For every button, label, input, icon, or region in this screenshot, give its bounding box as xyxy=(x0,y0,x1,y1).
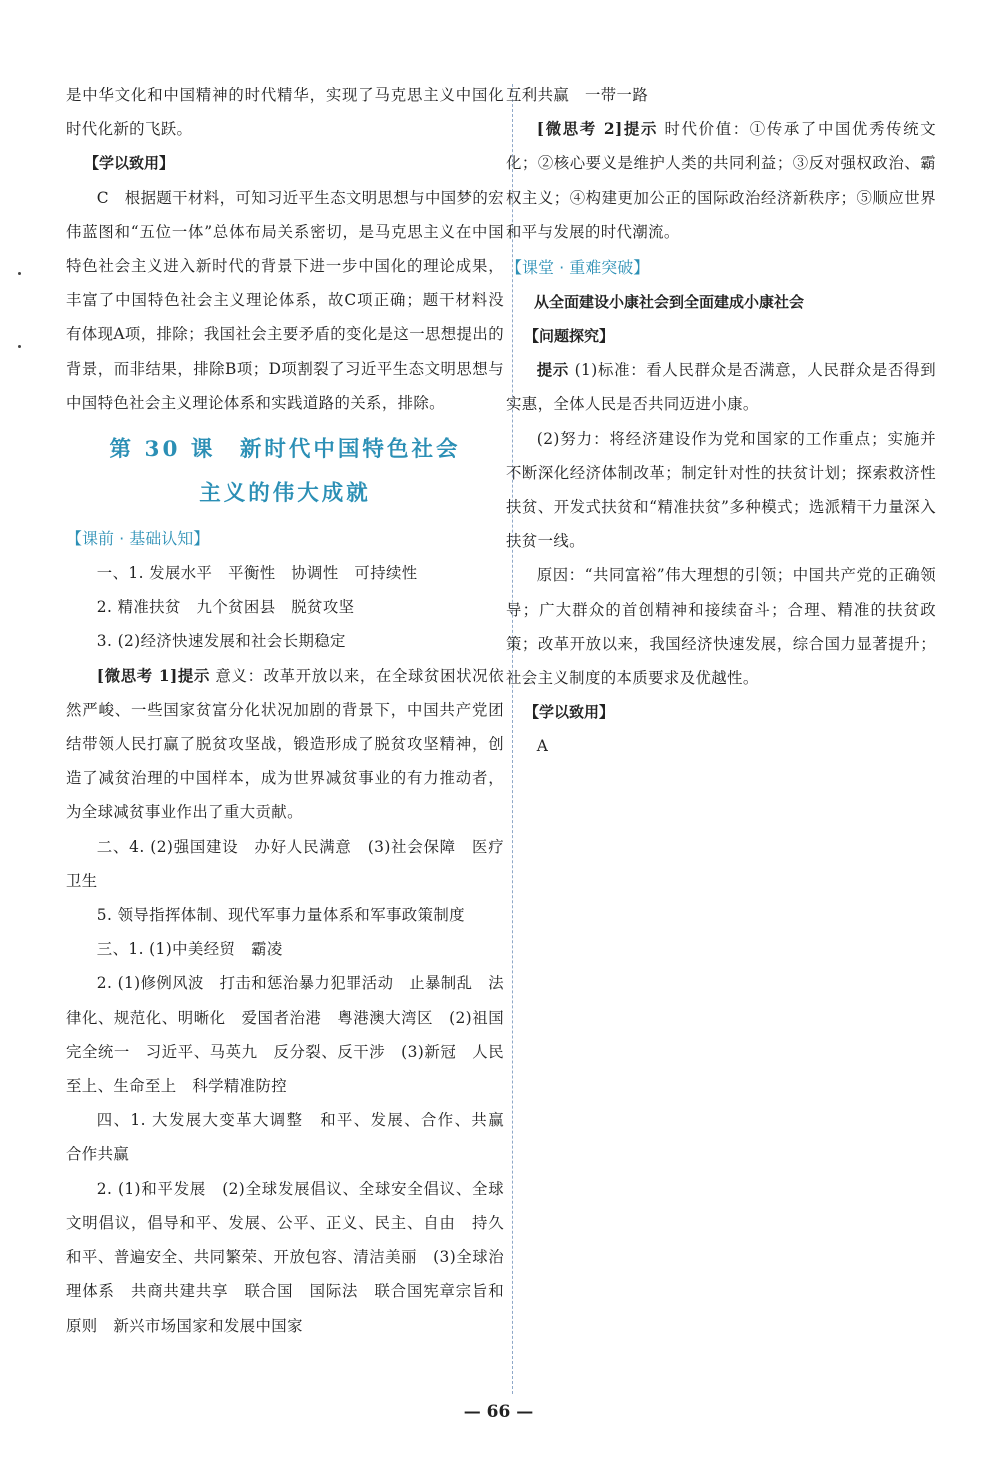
paragraph: 原因：“共同富裕”伟大理想的引领；中国共产党的正确领导；广大群众的首创精神和接续奋斗；合理、精准的扶贫政策；改革开放以来，我国经济快速发展，综合国力显著提升；社会主义制度的本质要求及优越性。 xyxy=(506,566,936,688)
micro-think-label: [微思考 2] xyxy=(536,120,623,139)
tip-label: 提示 xyxy=(177,666,210,685)
tip-label: 提示 xyxy=(536,361,570,380)
right-column xyxy=(506,78,936,764)
section-heading: 【学以致用】 xyxy=(84,154,175,173)
micro-think-2 xyxy=(506,112,936,249)
answer-line: 互利共赢 一带一路 xyxy=(506,86,649,104)
micro-think-text: 时代价值：①传承了中国优秀传统文化；②核心要义是维护人类的共同利益；③反对强权政治、霸权主义；④构建更加公正的国际政治经济新秩序；⑤顺应世界和平与发展的时代潮流。 xyxy=(506,120,936,241)
answer-line: 三、1. (1)中美经贸 霸凌 xyxy=(96,940,283,959)
answer-letter: A xyxy=(536,737,549,756)
margin-dot xyxy=(18,345,21,348)
page-number: — 66 — xyxy=(463,1402,534,1422)
margin-dot xyxy=(18,272,21,275)
answer-line: 3. (2)经济快速发展和社会长期稳定 xyxy=(96,632,346,651)
micro-think-text: 意义：改革开放以来，在全球贫困状况依然严峻、一些国家贫富分化状况加剧的背景下，中国共产党团结带领人民打赢了脱贫攻坚战，锻造形成了脱贫攻坚精神，创造了减贫治理的中国样本，成为世界减贫事业的有力推动者，为全球减贫事业作出了重大贡献。 xyxy=(66,666,504,822)
section-heading: 【问题探究】 xyxy=(524,327,615,346)
lesson-title-line2: 主义的伟大成就 xyxy=(199,481,371,507)
answer-line: 5. 领导指挥体制、现代军事力量体系和军事政策制度 xyxy=(96,906,465,925)
paragraph: (2)努力：将经济建设作为党和国家的工作重点；实施并不断深化经济体制改革；制定针对性的扶贫计划；探索救济性扶贫、开发式扶贫和“精准扶贫”多种模式；选派精干力量深入扶贫一线。 xyxy=(506,429,936,551)
answer-line: 二、4. (2)强国建设 办好人民满意 (3)社会保障 医疗卫生 xyxy=(66,837,504,890)
micro-think-label: [微思考 1] xyxy=(96,666,178,685)
answer-line: 2. (1)修例风波 打击和惩治暴力犯罪活动 止暴制乱 法律化、规范化、明晰化 爱国者治港 粤港澳大湾区 (2)祖国完全统一 习近平、马英九 反分裂、反干涉 (3)新冠 人民至上、生命至上 科学精准防控 xyxy=(66,974,504,1096)
lesson-title-line1: 第 30 课 新时代中国特色社会 xyxy=(109,437,461,463)
tip-label: 提示 xyxy=(622,120,659,139)
tip-text: (1)标准：看人民群众是否满意，人民群众是否得到实惠，全体人民是否共同迈进小康。 xyxy=(506,361,936,414)
answer-line: 2. (1)和平发展 (2)全球发展倡议、全球安全倡议、全球文明倡议，倡导和平、发展、公平、正义、民主、自由 持久和平、普遍安全、共同繁荣、开放包容、清洁美丽 (3)全球治理体系 共商共建共享 联合国 国际法 联合国宪章宗旨和原则 新兴市场国家和发展中国家 xyxy=(66,1179,504,1335)
left-column xyxy=(66,78,520,1343)
section-heading: 【学以致用】 xyxy=(524,703,615,722)
section-title-kq: 【课前 · 基础认知】 xyxy=(66,529,210,549)
answer-line: 一、1. 发展水平 平衡性 协调性 可持续性 xyxy=(96,564,418,583)
paragraph: 是中华文化和中国精神的时代精华，实现了马克思主义中国化时代化新的飞跃。 xyxy=(66,86,504,139)
topic-subtitle: 从全面建设小康社会到全面建成小康社会 xyxy=(534,293,805,312)
answer-line: 2. 精准扶贫 九个贫困县 脱贫攻坚 xyxy=(96,598,355,617)
answer-line: 四、1. 大发展大变革大调整 和平、发展、合作、共赢 合作共赢 xyxy=(66,1111,520,1164)
section-title-kt: 【课堂 · 重难突破】 xyxy=(506,258,650,278)
tip-paragraph xyxy=(506,353,936,421)
micro-think-1 xyxy=(66,659,504,830)
answer-explanation: C 根据题干材料，可知习近平生态文明思想与中国梦的宏伟蓝图和“五位一体”总体布局关系密切，是马克思主义在中国特色社会主义进入新时代的背景下进一步中国化的理论成果，丰富了中国特色社会主义理论体系，故C项正确；题干材料没有体现A项，排除；我国社会主要矛盾的变化是这一思想提出的背景，而非结果，排除B项；D项割裂了习近平生态文明思想与中国特色社会主义理论体系和实践道路的关系，排除。 xyxy=(66,188,504,412)
lesson-title xyxy=(66,428,504,516)
